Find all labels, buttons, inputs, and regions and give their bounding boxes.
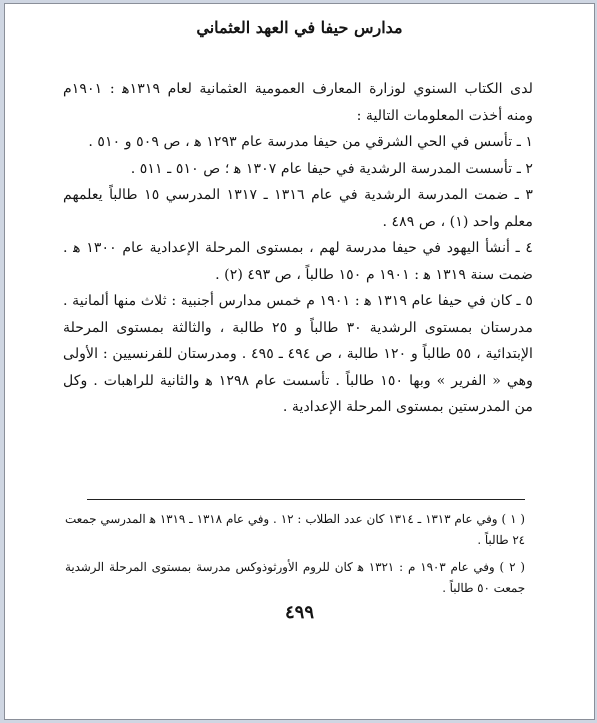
list-item-3: ٣ ـ ضمت المدرسة الرشدية في عام ١٣١٦ ـ ١٣١٧ المدرسي ١٥ طالباً يعلمهم معلم واحد (١) ، ص ٤٨٩ . bbox=[63, 187, 533, 230]
list-item-2: ٢ ـ تأسست المدرسة الرشدية في حيفا عام ١٣٠٧ ﻫ ؛ ص ٥١٠ ـ ٥١١ . bbox=[130, 160, 533, 177]
list-item-4: ٤ ـ أنشأ اليهود في حيفا مدرسة لهم ، بمستوى المرحلة الإعدادية عام ١٣٠٠ ﻫ . ضمت سنة ١٣١٩ ﻫ : ١٩٠١ م ١٥٠ طالباً ، ص ٤٩٣ (٢) . bbox=[63, 240, 534, 283]
footnote-2: ( ٢ ) وفي عام ١٩٠٣ م : ١٣٢١ ﻫ كان للروم الأورثوذوكس مدرسة بمستوى المرحلة الرشدية جمعت ٥٠ طالباً . bbox=[65, 560, 525, 595]
page-number: ٤٩٩ bbox=[284, 602, 314, 623]
list-item-1: ١ ـ تأسس في الحي الشرقي من حيفا مدرسة عام ١٢٩٣ ﻫ ، ص ٥٠٩ و ٥١٠ . bbox=[88, 134, 533, 150]
footnotes bbox=[65, 509, 525, 605]
footnote-divider bbox=[87, 499, 525, 500]
intro-paragraph: لدى الكتاب السنوي لوزارة المعارف العمومية العثمانية لعام ١٣١٩ﻫ : ١٩٠١م ومنه أخذت المعلومات التالية : bbox=[63, 81, 533, 124]
list-item-5: ٥ ـ كان في حيفا عام ١٣١٩ ﻫ : ١٩٠١ م خمس مدارس أجنبية : ثلاث منها ألمانية . مدرستان بمستوى الرشدية ٣٠ طالباً و ٢٥ طالبة ، والثالثة بمستوى المرحلة الإبتدائية ، ٥٥ طالباً و ١٢٠ طالبة ، ص ٤٩٤ ـ ٤٩٥ . ومدرستان للفرنسيين : الأولى وهي « الفرير » وبها ١٥٠ طالباً . تأسست عام ١٢٩٨ ﻫ والثانية للراهبات . وكل من المدرستين بمستوى المرحلة الإعدادية . bbox=[63, 293, 534, 415]
document-page bbox=[4, 3, 595, 720]
body-text bbox=[63, 76, 533, 421]
footnote-1: ( ١ ) وفي عام ١٣١٣ ـ ١٣١٤ كان عدد الطلاب : ١٢ . وفي عام ١٣١٨ ـ ١٣١٩ ﻫ المدرسي جمعت ٢٤ طالباً . bbox=[65, 512, 525, 547]
page-title: مدارس حيفا في العهد العثماني bbox=[196, 18, 403, 37]
